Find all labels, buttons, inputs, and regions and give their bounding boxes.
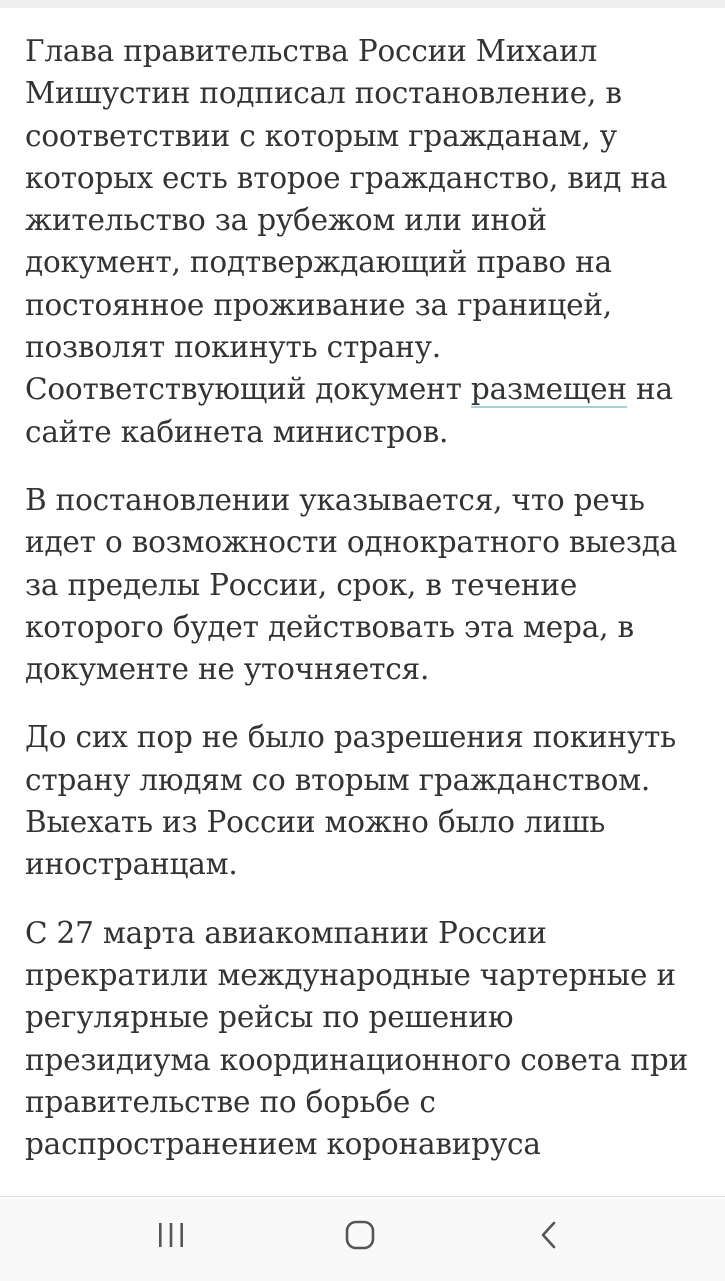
paragraph-1 [25,30,705,453]
status-bar-strip [0,0,725,8]
home-button[interactable] [330,1213,390,1257]
article-body [25,30,705,1196]
paragraph-4: С 27 марта авиакомпании России прекратили международные чартерные и регулярные рейсы по решению президиума координационного совета при правительстве по борьбе с распространением коронавируса [25,915,689,1162]
paragraph-1-tail: на сайте кабинета министров. [25,372,673,449]
back-button[interactable] [519,1213,579,1257]
recent-apps-icon [156,1221,186,1249]
paragraph-1-text: Глава правительства России Михаил Мишустин подписал постановление, в соответствии с которым гражданам, у которых есть второе гражданство, вид на жительство за рубежом или иной документ, подтверждающий право на постоянное проживание за границей, позволят покинуть страну. Соответствующий документ [25,34,668,407]
paragraph-3: До сих пор не было разрешения покинуть страну людям со вторым гражданством. Выехать из России можно было лишь иностранцам. [25,720,677,882]
system-navigation-bar [0,1196,725,1281]
home-icon [344,1219,376,1251]
back-icon [538,1220,560,1250]
paragraph-2: В постановлении указывается, что речь идет о возможности однократного выезда за пределы России, срок, в течение которого будет действовать эта мера, в документе не уточняется. [25,482,678,687]
document-link[interactable]: размещен [470,372,627,407]
recent-apps-button[interactable] [141,1213,201,1257]
